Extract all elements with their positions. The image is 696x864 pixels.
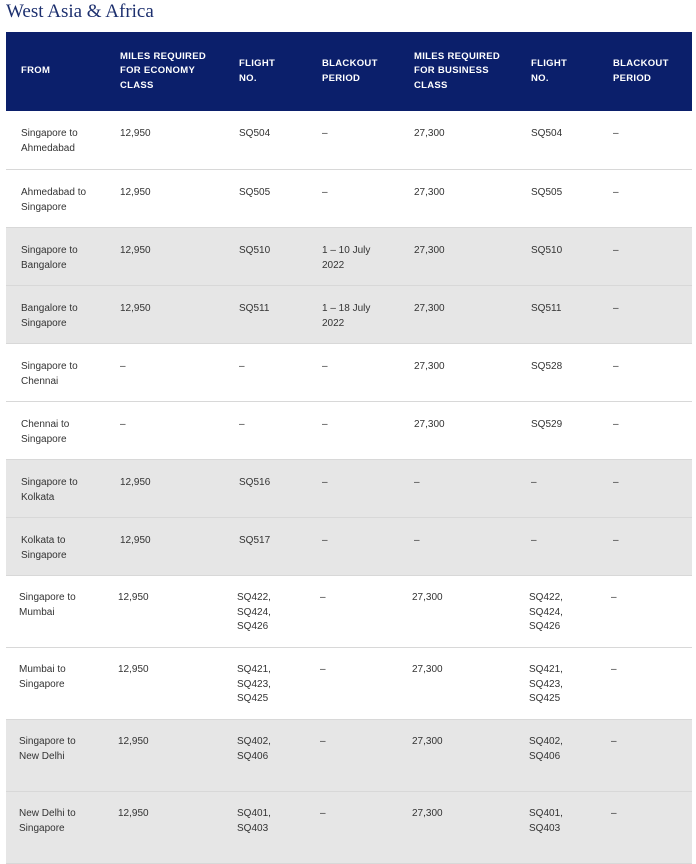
cell-economy-miles [120, 244, 220, 259]
cell-business-blackout [613, 244, 683, 259]
cell-from [21, 534, 106, 563]
cell-line: – [611, 808, 617, 819]
cell-business-blackout [613, 418, 683, 433]
cell-line: SQ421, [237, 664, 271, 675]
cell-line: MILES REQUIRED [414, 50, 501, 62]
cell-economy-flight-no [237, 807, 307, 836]
cell-line: SQ426 [529, 621, 561, 632]
cell-business-flight-no [529, 591, 599, 635]
cell-business-flight-no [531, 534, 601, 549]
cell-line: SQ401, [237, 808, 271, 819]
cell-business-flight-no [531, 360, 601, 375]
cell-economy-blackout [320, 807, 398, 822]
cell-from [19, 591, 104, 620]
cell-line: 27,300 [412, 808, 443, 819]
table-row [6, 285, 692, 343]
cell-business-miles [412, 591, 512, 606]
header-economy-blackout [322, 32, 378, 111]
cell-line: 12,950 [120, 128, 151, 139]
cell-line: Singapore to [21, 128, 78, 139]
cell-from [19, 807, 104, 836]
cell-line: – [322, 187, 328, 198]
cell-business-miles [414, 476, 514, 491]
cell-line: Chennai to [21, 419, 70, 430]
cell-line: SQ529 [531, 419, 563, 430]
header-from [21, 32, 50, 111]
cell-line: – [322, 361, 328, 372]
cell-economy-blackout [322, 302, 400, 331]
cell-line: 27,300 [412, 736, 443, 747]
cell-line: 12,950 [118, 736, 149, 747]
cell-economy-blackout [320, 663, 398, 678]
cell-economy-flight-no [239, 244, 309, 259]
cell-line: – [611, 592, 617, 603]
cell-economy-blackout [320, 591, 398, 606]
cell-line: 12,950 [120, 535, 151, 546]
cell-economy-blackout [322, 418, 400, 433]
header-business-miles [414, 32, 500, 111]
cell-business-miles [414, 244, 514, 259]
cell-line: 27,300 [414, 128, 445, 139]
cell-economy-miles [118, 663, 218, 678]
cell-line: SQ423, [529, 678, 563, 690]
cell-line: SQ504 [239, 128, 271, 139]
cell-economy-miles [120, 302, 220, 317]
cell-line: 27,300 [414, 187, 445, 198]
cell-line: – [611, 736, 617, 747]
cell-business-flight-no [531, 302, 601, 317]
table-row [6, 169, 692, 227]
cell-line: – [414, 535, 420, 546]
cell-line: Singapore [21, 317, 67, 329]
header-business-flight-no [531, 32, 567, 111]
cell-economy-blackout [320, 735, 398, 750]
cell-line: SQ424, [529, 606, 563, 618]
cell-business-blackout [613, 534, 683, 549]
cell-line: – [613, 187, 619, 198]
cell-line: SQ403 [529, 822, 561, 834]
cell-line: PERIOD [322, 72, 361, 84]
table-row [6, 227, 692, 285]
cell-line: SQ402, [237, 736, 271, 747]
cell-line: MILES REQUIRED [120, 50, 207, 62]
cell-line: CLASS [414, 79, 448, 91]
cell-line: Singapore to [21, 361, 78, 372]
cell-business-blackout [611, 591, 681, 606]
cell-line: – [322, 128, 328, 139]
cell-economy-miles [120, 360, 220, 375]
header-economy-miles [120, 32, 206, 111]
cell-economy-flight-no [239, 360, 309, 375]
cell-from [19, 663, 104, 692]
header-economy-flight-no [239, 32, 275, 111]
cell-line: 1 – 10 July [322, 245, 371, 256]
cell-business-flight-no [529, 663, 599, 707]
cell-economy-flight-no [237, 735, 307, 764]
cell-from [21, 418, 106, 447]
cell-line: SQ402, [529, 736, 563, 747]
cell-line: – [531, 477, 537, 488]
cell-line: Singapore to [19, 736, 76, 747]
cell-line: – [322, 419, 328, 430]
section-title: West Asia & Africa [6, 1, 154, 22]
cell-line: FLIGHT [239, 58, 276, 69]
cell-line: – [613, 419, 619, 430]
table-row [6, 517, 692, 575]
cell-line: New Delhi to [19, 808, 76, 819]
table-row [6, 791, 692, 863]
cell-line: FROM [21, 65, 51, 77]
cell-from [19, 735, 104, 764]
cell-line: 12,950 [120, 303, 151, 314]
cell-economy-blackout [322, 127, 400, 142]
cell-business-flight-no [531, 418, 601, 433]
header-business-blackout [613, 32, 669, 111]
cell-line: – [322, 477, 328, 488]
cell-line: Singapore [21, 201, 67, 213]
table-row [6, 459, 692, 517]
cell-line: 2022 [322, 259, 345, 271]
cell-economy-miles [120, 418, 220, 433]
cell-line: – [322, 535, 328, 546]
cell-line: CLASS [120, 79, 154, 91]
cell-line: 27,300 [412, 664, 443, 675]
cell-business-flight-no [529, 735, 599, 764]
table-row [6, 401, 692, 459]
cell-from [21, 360, 106, 389]
cell-business-flight-no [531, 244, 601, 259]
cell-line: NO. [531, 72, 549, 84]
cell-economy-flight-no [239, 534, 309, 549]
cell-business-blackout [613, 127, 683, 142]
cell-line: – [613, 128, 619, 139]
cell-line: SQ425 [237, 693, 269, 704]
cell-line: New Delhi [19, 750, 65, 762]
cell-business-blackout [611, 663, 681, 678]
cell-line: SQ511 [531, 303, 562, 314]
cell-line: 12,950 [118, 808, 149, 819]
cell-line: 12,950 [118, 592, 149, 603]
cell-business-blackout [613, 360, 683, 375]
cell-business-blackout [613, 476, 683, 491]
cell-economy-blackout [322, 534, 400, 549]
cell-business-miles [414, 360, 514, 375]
cell-line: FOR ECONOMY [120, 65, 196, 77]
cell-line: 27,300 [414, 419, 445, 430]
table-row [6, 343, 692, 401]
cell-business-blackout [613, 186, 683, 201]
cell-business-miles [414, 418, 514, 433]
cell-economy-miles [118, 735, 218, 750]
cell-business-miles [412, 807, 512, 822]
cell-line: Kolkata to [21, 535, 66, 546]
cell-economy-flight-no [239, 476, 309, 491]
cell-line: SQ423, [237, 678, 271, 690]
cell-line: – [320, 808, 326, 819]
cell-line: 12,950 [120, 477, 151, 488]
cell-line: – [613, 361, 619, 372]
cell-line: Bangalore [21, 259, 67, 271]
cell-line: SQ422, [237, 592, 271, 603]
cell-line: 2022 [322, 317, 345, 329]
cell-from [21, 127, 106, 156]
cell-line: Singapore [21, 549, 67, 561]
cell-line: Singapore [19, 678, 65, 690]
cell-economy-flight-no [239, 186, 309, 201]
cell-line: Mumbai to [19, 664, 66, 675]
table-body [6, 111, 692, 863]
cell-line: 12,950 [118, 664, 149, 675]
cell-business-miles [414, 186, 514, 201]
cell-line: 27,300 [412, 592, 443, 603]
cell-line: Ahmedabad [21, 142, 75, 154]
cell-line: SQ406 [529, 750, 561, 762]
cell-business-flight-no [531, 186, 601, 201]
cell-business-miles [414, 127, 514, 142]
cell-line: 1 – 18 July [322, 303, 371, 314]
cell-line: – [613, 535, 619, 546]
table-row [6, 647, 692, 719]
cell-line: Singapore to [21, 477, 78, 488]
cell-line: – [414, 477, 420, 488]
cell-line: 12,950 [120, 187, 151, 198]
cell-economy-miles [120, 476, 220, 491]
cell-line: – [611, 664, 617, 675]
cell-line: Singapore [19, 822, 65, 834]
cell-line: – [320, 736, 326, 747]
cell-economy-flight-no [237, 591, 307, 635]
cell-line: Bangalore to [21, 303, 78, 314]
cell-line: Singapore to [21, 245, 78, 256]
cell-line: 27,300 [414, 303, 445, 314]
cell-economy-flight-no [239, 418, 309, 433]
cell-economy-miles [120, 186, 220, 201]
cell-line: SQ505 [239, 187, 271, 198]
cell-line: SQ421, [529, 664, 563, 675]
cell-economy-flight-no [237, 663, 307, 707]
table-header [6, 32, 692, 111]
cell-business-miles [412, 663, 512, 678]
cell-business-flight-no [529, 807, 599, 836]
cell-business-flight-no [531, 127, 601, 142]
cell-line: Ahmedabad to [21, 187, 87, 198]
cell-line: – [120, 419, 126, 430]
cell-line: NO. [239, 72, 257, 84]
cell-line: Chennai [21, 375, 59, 387]
table-row [6, 719, 692, 791]
cell-economy-blackout [322, 244, 400, 273]
cell-line: 27,300 [414, 361, 445, 372]
cell-line: SQ510 [531, 245, 563, 256]
cell-line: SQ510 [239, 245, 271, 256]
cell-line: – [613, 477, 619, 488]
cell-line: – [239, 419, 245, 430]
cell-line: BLACKOUT [613, 58, 669, 69]
cell-line: PERIOD [613, 72, 652, 84]
cell-line: – [613, 245, 619, 256]
cell-business-blackout [611, 807, 681, 822]
cell-business-miles [414, 302, 514, 317]
cell-line: Kolkata [21, 491, 55, 503]
cell-line: SQ504 [531, 128, 563, 139]
cell-from [21, 302, 106, 331]
cell-business-blackout [611, 735, 681, 750]
cell-economy-miles [118, 591, 218, 606]
cell-line: – [320, 592, 326, 603]
cell-line: SQ505 [531, 187, 563, 198]
table-row [6, 575, 692, 647]
cell-line: SQ426 [237, 621, 269, 632]
cell-line: SQ406 [237, 750, 269, 762]
cell-economy-blackout [322, 186, 400, 201]
cell-line: – [531, 535, 537, 546]
cell-line: SQ424, [237, 606, 271, 618]
cell-economy-miles [118, 807, 218, 822]
cell-line: – [120, 361, 126, 372]
cell-from [21, 186, 106, 215]
cell-from [21, 476, 106, 505]
cell-line: Singapore to [19, 592, 76, 603]
table-row [6, 111, 692, 169]
cell-line: FLIGHT [531, 58, 568, 69]
cell-line: SQ516 [239, 477, 271, 488]
cell-line: 27,300 [414, 245, 445, 256]
cell-economy-miles [120, 127, 220, 142]
cell-economy-blackout [322, 476, 400, 491]
cell-line: – [320, 664, 326, 675]
cell-line: SQ401, [529, 808, 563, 819]
cell-line: FOR BUSINESS [414, 65, 489, 77]
cell-business-flight-no [531, 476, 601, 491]
cell-line: SQ422, [529, 592, 563, 603]
cell-line: SQ511 [239, 303, 270, 314]
cell-business-miles [414, 534, 514, 549]
cell-economy-miles [120, 534, 220, 549]
cell-line: SQ517 [239, 535, 271, 546]
cell-line: BLACKOUT [322, 58, 378, 69]
cell-line: Singapore [21, 433, 67, 445]
cell-line: SQ403 [237, 822, 269, 834]
cell-business-miles [412, 735, 512, 750]
award-miles-table [6, 32, 692, 864]
cell-economy-blackout [322, 360, 400, 375]
cell-business-blackout [613, 302, 683, 317]
cell-from [21, 244, 106, 273]
cell-line: – [613, 303, 619, 314]
cell-line: SQ425 [529, 693, 561, 704]
cell-economy-flight-no [239, 302, 309, 317]
cell-line: Mumbai [19, 606, 55, 618]
cell-line: 12,950 [120, 245, 151, 256]
cell-line: – [239, 361, 245, 372]
cell-economy-flight-no [239, 127, 309, 142]
cell-line: SQ528 [531, 361, 563, 372]
